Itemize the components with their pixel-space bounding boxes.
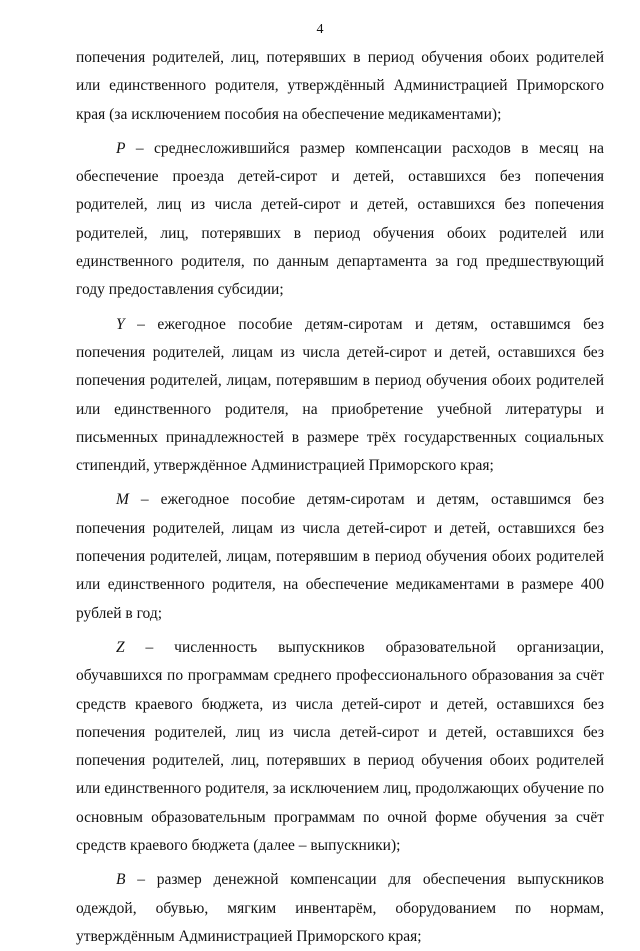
variable-symbol: M [116,491,129,509]
variable-symbol: B [116,871,126,889]
paragraph-variable-z [76,634,604,860]
variable-symbol: Z [116,638,125,656]
paragraph-variable-b [76,866,604,951]
page-number: 4 [316,22,324,37]
paragraph-text: – среднесложившийся размер компенсации расходов в месяц на обеспечение проезда детей-сирот и детей, оставшихся без попечения родителей, лиц из числа детей-сирот и детей, оставшихся без попечения родителей, лиц, потерявших в период обучения обоих родителей или единственного родителя, по данным департамента за год предшествующий году предоставления субсидии; [76,139,604,299]
paragraph-continuation [76,44,604,129]
paragraph-text: – ежегодное пособие детям-сиротам и детям, оставшимся без попечения родителей, лицам из числа детей-сирот и детей, оставшихся без попечения родителей, лицам, потерявшим в период обучения обоих родителей или единственного родителя, на обеспечение медикаментами в размере 400 рублей в год; [76,491,604,622]
variable-symbol: P [116,139,126,157]
paragraph-variable-m [76,486,604,627]
paragraph-text: – численность выпускников образовательной организации, обучавшихся по программам среднего профессионального образования за счёт средств краевого бюджета, из числа детей-сирот и детей, оставшихся без попечения родителей, лиц из числа детей-сирот и детей, оставшихся без попечения родителей, лиц, потерявших в период обучения обоих родителей или единственного родителя, за исключением лиц, продолжающих обучение по основным образовательным программам по очной форме обучения за счёт средств краевого бюджета (далее – выпускники); [76,638,604,855]
paragraph-text: – ежегодное пособие детям-сиротам и детям, оставшимся без попечения родителей, лицам из числа детей-сирот и детей, оставшихся без попечения родителей, лицам, потерявшим в период обучения обоих родителей или единственного родителя, на приобретение учебной литературы и письменных принадлежностей в размере трёх государственных социальных стипендий, утверждённое Администрацией Приморского края; [76,315,604,475]
document-body [76,44,604,951]
variable-symbol: Y [116,315,125,333]
paragraph-variable-y [76,311,604,481]
paragraph-variable-p [76,135,604,305]
paragraph-text: попечения родителей, лиц, потерявших в период обучения обоих родителей или единственного родителя, утверждённый Администрацией Приморского края (за исключением пособия на обеспечение медикаментами); [76,49,604,123]
paragraph-text: – размер денежной компенсации для обеспечения выпускников одеждой, обувью, мягким инвентарём, оборудованием по нормам, утверждённым Администрацией Приморского края; [76,871,604,945]
